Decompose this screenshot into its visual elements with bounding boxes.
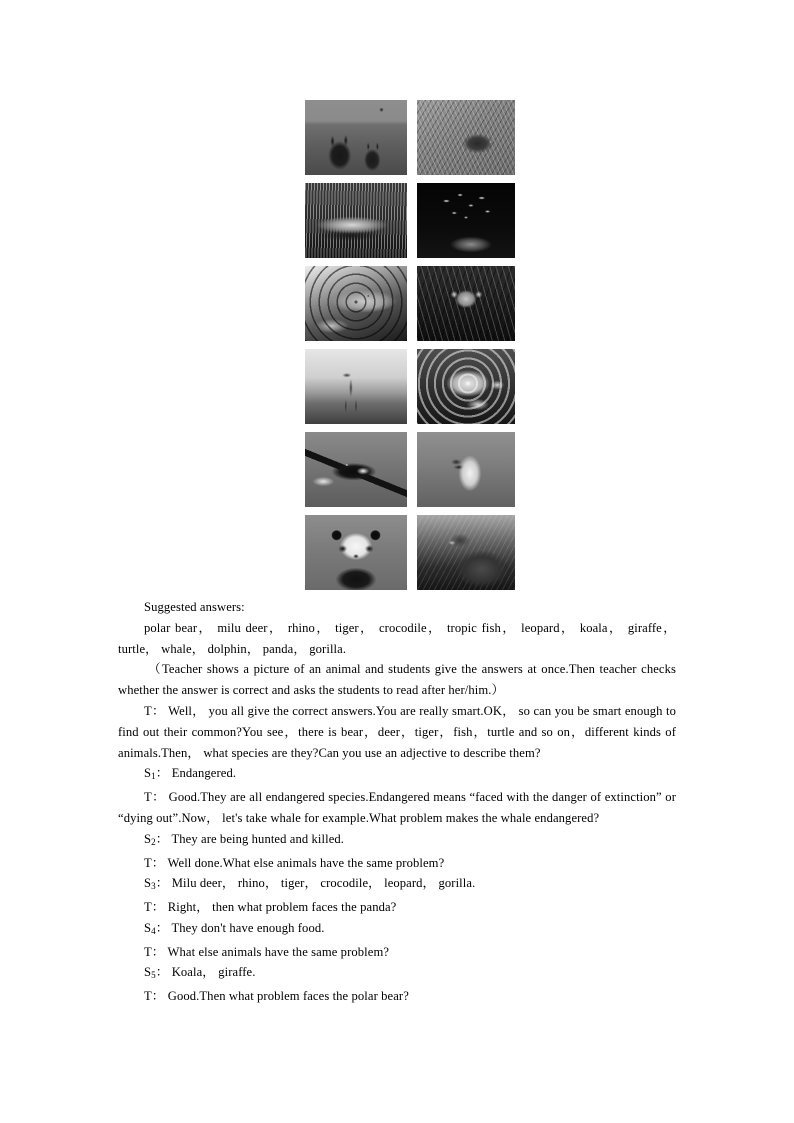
dialogue-line: [118, 942, 676, 963]
dialogue-text: Well done.What else animals have the same problem?: [164, 855, 445, 870]
dialogue-line: [118, 763, 676, 787]
animal-photo-leopard: [305, 266, 407, 341]
dialogue-speaker-index: 4: [151, 925, 156, 936]
animal-photo-rhino: [305, 100, 407, 175]
dialogue-transcript: [118, 701, 676, 1007]
dialogue-separator: ：: [151, 989, 165, 1004]
dialogue-line: [118, 853, 676, 874]
dialogue-text: Endangered.: [168, 766, 237, 781]
animal-photo-dolphin: [417, 432, 515, 507]
dialogue-speaker: T: [144, 855, 152, 870]
animal-photo-panda: [305, 515, 407, 590]
dialogue-line: [118, 986, 676, 1007]
dialogue-separator: ：: [155, 831, 169, 846]
dialogue-text: Well， you all give the correct answers.You are really smart.OK， so can you be smart enough to find out their common?You see，there is bear，deer，tiger，fish，turtle and so on，different kinds of animals.Then， what species are they?Can you use an adjective to describe them?: [118, 703, 676, 760]
dialogue-speaker: S: [144, 876, 152, 891]
animal-photo-tropic-fish: [417, 183, 515, 258]
dialogue-text: They don't have enough food.: [168, 920, 325, 935]
dialogue-line: [118, 962, 676, 986]
dialogue-separator: ：: [151, 944, 165, 959]
animal-photo-koala: [417, 266, 515, 341]
dialogue-speaker: T: [144, 989, 152, 1004]
dialogue-speaker-index: 1: [151, 771, 156, 782]
dialogue-text: Good.They are all endangered species.Endangered means “faced with the danger of extinction” or “dying out”.Now， let's take whale for example.What problem makes the whale endangered?: [118, 790, 676, 825]
dialogue-separator: ：: [155, 920, 169, 935]
dialogue-speaker: T: [144, 703, 152, 718]
dialogue-line: [118, 701, 676, 763]
dialogue-speaker: S: [144, 766, 152, 781]
dialogue-separator: ：: [151, 900, 165, 915]
dialogue-text: Koala， giraffe.: [168, 965, 256, 980]
document-body: [118, 597, 676, 1007]
dialogue-text: Milu deer， rhino， tiger， crocodile， leopard， gorilla.: [168, 876, 476, 891]
dialogue-line: [118, 897, 676, 918]
dialogue-speaker: S: [144, 831, 152, 846]
animal-photo-turtle: [417, 349, 515, 424]
dialogue-speaker-index: 2: [151, 836, 156, 847]
dialogue-speaker-index: 3: [151, 881, 156, 892]
dialogue-line: [118, 829, 676, 853]
stage-direction: （Teacher shows a picture of an animal and students give the answers at once.Then teacher checks whether the answer is correct and asks the students to read after her/him.）: [118, 662, 676, 698]
suggested-answers-heading: Suggested answers:: [144, 600, 245, 614]
dialogue-text: Right， then what problem faces the panda?: [164, 900, 397, 915]
dialogue-text: They are being hunted and killed.: [168, 831, 345, 846]
animal-photo-crocodile: [305, 183, 407, 258]
dialogue-speaker: T: [144, 900, 152, 915]
dialogue-line: [118, 918, 676, 942]
dialogue-speaker: T: [144, 790, 152, 805]
animal-photo-grid: [305, 100, 515, 590]
dialogue-speaker: T: [144, 944, 152, 959]
dialogue-separator: ：: [151, 790, 166, 805]
animal-photo-tiger: [417, 100, 515, 175]
dialogue-speaker: S: [144, 965, 152, 980]
dialogue-separator: ：: [155, 766, 169, 781]
dialogue-line: [118, 787, 676, 829]
dialogue-text: What else animals have the same problem?: [164, 944, 390, 959]
animal-answers-list: polar bear， milu deer， rhino， tiger， crocodile， tropic fish， leopard， koala， giraffe， turtle， whale， dolphin， panda， gorilla.: [118, 620, 676, 656]
dialogue-speaker: S: [144, 920, 152, 935]
dialogue-line: [118, 873, 676, 897]
animal-photo-gorilla: [417, 515, 515, 590]
dialogue-speaker-index: 5: [151, 970, 156, 981]
dialogue-text: Good.Then what problem faces the polar bear?: [164, 989, 409, 1004]
animal-photo-giraffe: [305, 349, 407, 424]
dialogue-separator: ：: [155, 965, 169, 980]
dialogue-separator: ：: [151, 855, 165, 870]
dialogue-separator: ：: [151, 703, 165, 718]
animal-photo-whale: [305, 432, 407, 507]
dialogue-separator: ：: [155, 876, 169, 891]
